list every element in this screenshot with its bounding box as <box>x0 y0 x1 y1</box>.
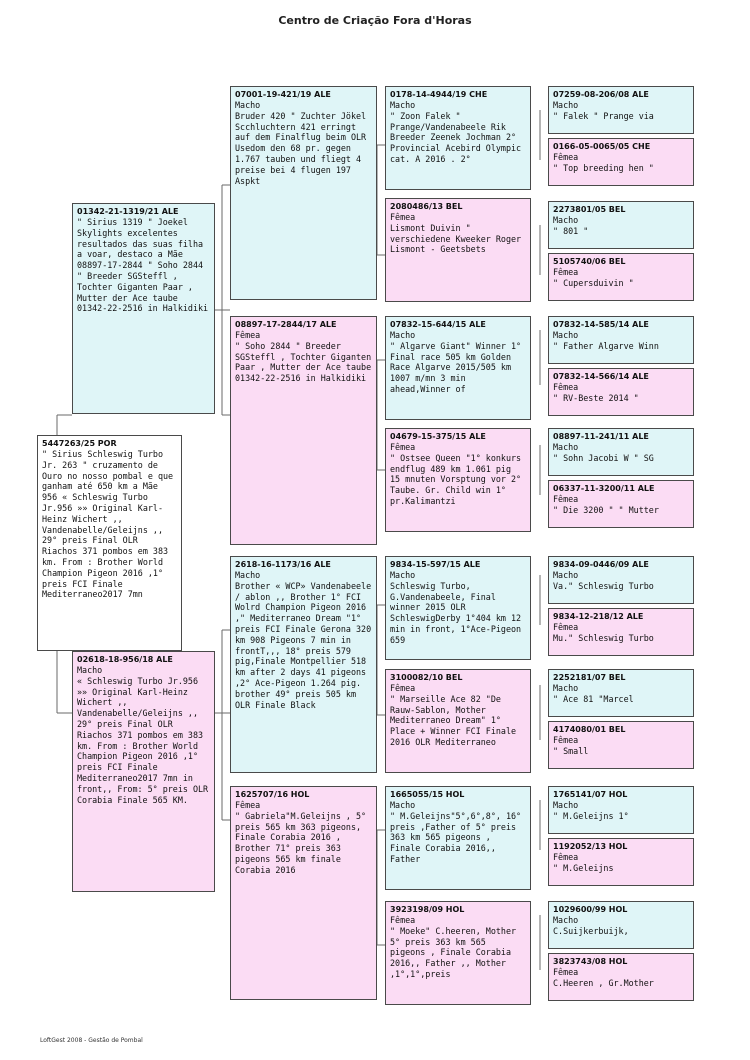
gen5-card-3[interactable] <box>548 201 694 249</box>
ring-number: 1029600/99 HOL <box>553 905 628 914</box>
ring-number: 06337-11-3200/11 ALE <box>553 484 655 493</box>
pigeon-description: " Cupersduivin " <box>553 277 634 288</box>
sex-label: Macho <box>553 683 579 693</box>
pigeon-description: " Father Algarve Winn <box>553 340 659 351</box>
pigeon-description: " Sirius Schleswig Turbo Jr. 263 " cruzamento de Ouro no nosso pombal e que ganham até 650 km a Mãe 956 « Schleswig Turbo Jr.956 »» Original Karl-Heinz Wichert ,, Vandenabelle/Geleijns ,, 29° preis Final OLR Riachos 371 pombos em 383 km. From : Brother World Champion Pigeon 2016 ,1° preis FCI Finale Mediterraneo2017 7mn <box>42 449 179 600</box>
gen5-card-6[interactable] <box>548 368 694 416</box>
sex-label: Fêmea <box>553 152 579 162</box>
sex-label: Fêmea <box>553 267 579 277</box>
gen5-card-7[interactable] <box>548 428 694 476</box>
ring-number: 1665055/15 HOL <box>390 790 465 799</box>
sex-label: Macho <box>553 330 579 340</box>
sex-label: Macho <box>390 330 416 340</box>
ring-number: 9834-12-218/12 ALE <box>553 612 644 621</box>
ring-number: 0178-14-4944/19 CHE <box>390 90 488 99</box>
pigeon-description: C.Heeren , Gr.Mother <box>553 977 654 988</box>
footer-credit: LoftGest 2008 - Gestão de Pombal <box>40 1037 143 1044</box>
ring-number: 07259-08-206/08 ALE <box>553 90 649 99</box>
sex-label: Fêmea <box>390 442 416 452</box>
pigeon-description: " M.Geleijns"5°,6°,8°, 16° preis ,Father of 5° preis 363 km 565 pigeons , Finale Corabia 2016,, Father <box>390 810 527 864</box>
gen5-card-10[interactable] <box>548 608 694 656</box>
gen5-card-5[interactable] <box>548 316 694 364</box>
sex-label: Fêmea <box>553 967 579 977</box>
pigeon-description: " RV-Beste 2014 " <box>553 392 639 403</box>
gen4-card-3[interactable] <box>385 316 531 420</box>
granddam-paternal-card[interactable] <box>230 316 377 545</box>
sex-label: Macho <box>390 100 416 110</box>
pigeon-description: " Gabriela"M.Geleijns , 5° preis 565 km 363 pigeons, Finale Corabia 2016 , Brother 71° preis 363 pigeons 565 km finale Corabia 2016 <box>235 810 372 875</box>
pigeon-description: " Ace 81 "Marcel <box>553 693 634 704</box>
sire-card[interactable] <box>72 203 215 414</box>
ring-number: 3100082/10 BEL <box>390 673 463 682</box>
gen5-card-14[interactable] <box>548 838 694 886</box>
pigeon-description: " Soho 2844 " Breeder SGSteffl , Tochter Giganten Paar , Mutter der Ace taube 01342-22-2516 in Halkidiki <box>235 340 377 384</box>
sex-label: Fêmea <box>390 683 416 693</box>
ring-number: 02618-18-956/18 ALE <box>77 655 173 664</box>
gen5-card-4[interactable] <box>548 253 694 301</box>
gen5-card-16[interactable] <box>548 953 694 1001</box>
ring-number: 04679-15-375/15 ALE <box>390 432 486 441</box>
ring-number: 1625707/16 HOL <box>235 790 310 799</box>
sex-label: Macho <box>235 100 261 110</box>
sex-label: Fêmea <box>553 494 579 504</box>
sex-label: Fêmea <box>235 800 261 810</box>
ring-number: 2273801/05 BEL <box>553 205 626 214</box>
pigeon-description: " Sohn Jacobi W " SG <box>553 452 654 463</box>
grandsire-paternal-card[interactable] <box>230 86 377 300</box>
sex-label: Macho <box>553 100 579 110</box>
pigeon-description: " M.Geleijns 1° <box>553 810 629 821</box>
pigeon-description: " Ostsee Queen "1° konkurs endflug 489 km 1.061 pig 15 mnuten Vorsptung vor 2° Taube. Gr. Child win 1° pr.Kalimantzi <box>390 452 527 506</box>
pigeon-description: « Schleswig Turbo Jr.956 »» Original Karl-Heinz Wichert ,, Vandenabelle/Geleijns ,, 29° preis Final OLR Riachos 371 pombos em 383 km. From : Brother World Champion Pigeon 2016 ,1° preis FCI Finale Mediterraneo2017 7mn in front,, From: 5° preis OLR Corabia Finale 565 KM. <box>77 675 214 805</box>
dam-card[interactable] <box>72 651 215 892</box>
ring-number: 3823743/08 HOL <box>553 957 628 966</box>
grandsire-maternal-card[interactable] <box>230 556 377 773</box>
pigeon-description: Brother « WCP» Vandenabeele / ablon ,, Brother 1° FCI Wolrd Champion Pigeon 2016 ," Mediterraneo Dream "1° preis FCI Finale Gerona 320 km 908 Pigeons 7 min in frontT,,, 18° preis 579 pig,Finale Montpellier 518 km after 2 days 41 pigeons ,2° Ace-Pigeon 1.264 pig. brother 49° preis 505 km OLR Finale Black <box>235 580 377 710</box>
ring-number: 1765141/07 HOL <box>553 790 628 799</box>
ring-number: 9834-09-0446/09 ALE <box>553 560 649 569</box>
ring-number: 5105740/06 BEL <box>553 257 626 266</box>
gen5-card-1[interactable] <box>548 86 694 134</box>
sex-label: Macho <box>390 800 416 810</box>
page-title: Centro de Criação Fora d'Horas <box>278 14 472 27</box>
sex-label: Macho <box>77 665 103 675</box>
pigeon-description: " Small <box>553 745 589 756</box>
pigeon-description: Lismont Duivin " verschiedene Kweeker Roger Lismont - Geetsbets <box>390 222 527 255</box>
sex-label: Macho <box>553 442 579 452</box>
gen4-card-5[interactable] <box>385 556 531 660</box>
gen4-card-8[interactable] <box>385 901 531 1005</box>
pigeon-description: C.Suijkerbuijk, <box>553 925 629 936</box>
sex-label: Macho <box>553 800 579 810</box>
ring-number: 07832-15-644/15 ALE <box>390 320 486 329</box>
ring-number: 2252181/07 BEL <box>553 673 626 682</box>
pigeon-description: " Sirius 1319 " Joekel Skylights excelentes resultados das suas filha a voar, destaco a Mãe 08897-17-2844 " Soho 2844 " Breeder SGSteffl , Tochter Giganten Paar , Mutter der Ace taube 01342-22-2516 in Halkidiki <box>77 217 209 314</box>
ring-number: 08897-11-241/11 ALE <box>553 432 649 441</box>
pigeon-description: " Die 3200 " " Mutter <box>553 504 659 515</box>
gen4-card-1[interactable] <box>385 86 531 190</box>
ring-number: 9834-15-597/15 ALE <box>390 560 481 569</box>
ring-number: 4174080/01 BEL <box>553 725 626 734</box>
pigeon-description: Va." Schleswig Turbo <box>553 580 654 591</box>
gen5-card-15[interactable] <box>548 901 694 949</box>
pigeon-description: " M.Geleijns <box>553 862 614 873</box>
pigeon-description: Schleswig Turbo, G.Vandenabeele, Final winner 2015 OLR SchleswigDerby 1°404 km 12 min in front, 1°Ace-Pigeon 659 <box>390 580 527 645</box>
sex-label: Macho <box>235 570 261 580</box>
pigeon-description: " Marseille Ace 82 "De Rauw-Sablon, Mother Mediterraneo Dream" 1° Place + Winner FCI Finale 2016 OLR Mediterraneo <box>390 693 522 747</box>
pigeon-description: " Algarve Giant" Winner 1° Final race 505 km Golden Race Algarve 2015/505 km 1007 m/mn 3 min ahead,Winner of <box>390 340 527 394</box>
ring-number: 5447263/25 POR <box>42 439 117 448</box>
sex-label: Fêmea <box>235 330 261 340</box>
sex-label: Macho <box>390 570 416 580</box>
sex-label: Macho <box>553 215 579 225</box>
sex-label: Fêmea <box>390 212 416 222</box>
pigeon-description: " Top breeding hen " <box>553 162 654 173</box>
sex-label: Fêmea <box>553 735 579 745</box>
ring-number: 2080486/13 BEL <box>390 202 463 211</box>
pigeon-description: " Falek " Prange via <box>553 110 654 121</box>
sex-label: Macho <box>553 570 579 580</box>
sex-label: Macho <box>553 915 579 925</box>
pigeon-description: Bruder 420 " Zuchter Jökel Scchluchtern 421 erringt auf dem Finalflug beim OLR Usedom den 68 pr. gegen 1.767 tauben und fliegt 4 preise bei 4 flugen 197 Aspkt <box>235 110 372 186</box>
gen5-card-8[interactable] <box>548 480 694 528</box>
gen4-card-4[interactable] <box>385 428 531 532</box>
pigeon-description: " 801 " <box>553 225 589 236</box>
subject-pigeon-card[interactable] <box>37 435 182 651</box>
pigeon-description: Mu." Schleswig Turbo <box>553 632 654 643</box>
gen4-card-7[interactable] <box>385 786 531 890</box>
ring-number: 0166-05-0065/05 CHE <box>553 142 651 151</box>
ring-number: 07832-14-566/14 ALE <box>553 372 649 381</box>
sex-label: Fêmea <box>390 915 416 925</box>
ring-number: 07001-19-421/19 ALE <box>235 90 331 99</box>
ring-number: 2618-16-1173/16 ALE <box>235 560 331 569</box>
sex-label: Fêmea <box>553 852 579 862</box>
gen5-card-12[interactable] <box>548 721 694 769</box>
ring-number: 1192052/13 HOL <box>553 842 628 851</box>
pigeon-description: " Zoon Falek " Prange/Vandenabeele Rik Breeder Zeenek Jochman 2° Provincial Acebird Olympic cat. A 2016 . 2° <box>390 110 527 164</box>
pigeon-description: " Moeke" C.heeren, Mother 5° preis 363 km 565 pigeons , Finale Corabia 2016,, Father ,, Mother ,1°,1°,preis <box>390 925 522 979</box>
ring-number: 01342-21-1319/21 ALE <box>77 207 179 216</box>
gen4-card-6[interactable] <box>385 669 531 773</box>
gen5-card-9[interactable] <box>548 556 694 604</box>
granddam-maternal-card[interactable] <box>230 786 377 1000</box>
gen5-card-2[interactable] <box>548 138 694 186</box>
ring-number: 3923198/09 HOL <box>390 905 465 914</box>
gen5-card-13[interactable] <box>548 786 694 834</box>
gen5-card-11[interactable] <box>548 669 694 717</box>
ring-number: 08897-17-2844/17 ALE <box>235 320 337 329</box>
sex-label: Fêmea <box>553 622 579 632</box>
gen4-card-2[interactable] <box>385 198 531 302</box>
sex-label: Fêmea <box>553 382 579 392</box>
ring-number: 07832-14-585/14 ALE <box>553 320 649 329</box>
